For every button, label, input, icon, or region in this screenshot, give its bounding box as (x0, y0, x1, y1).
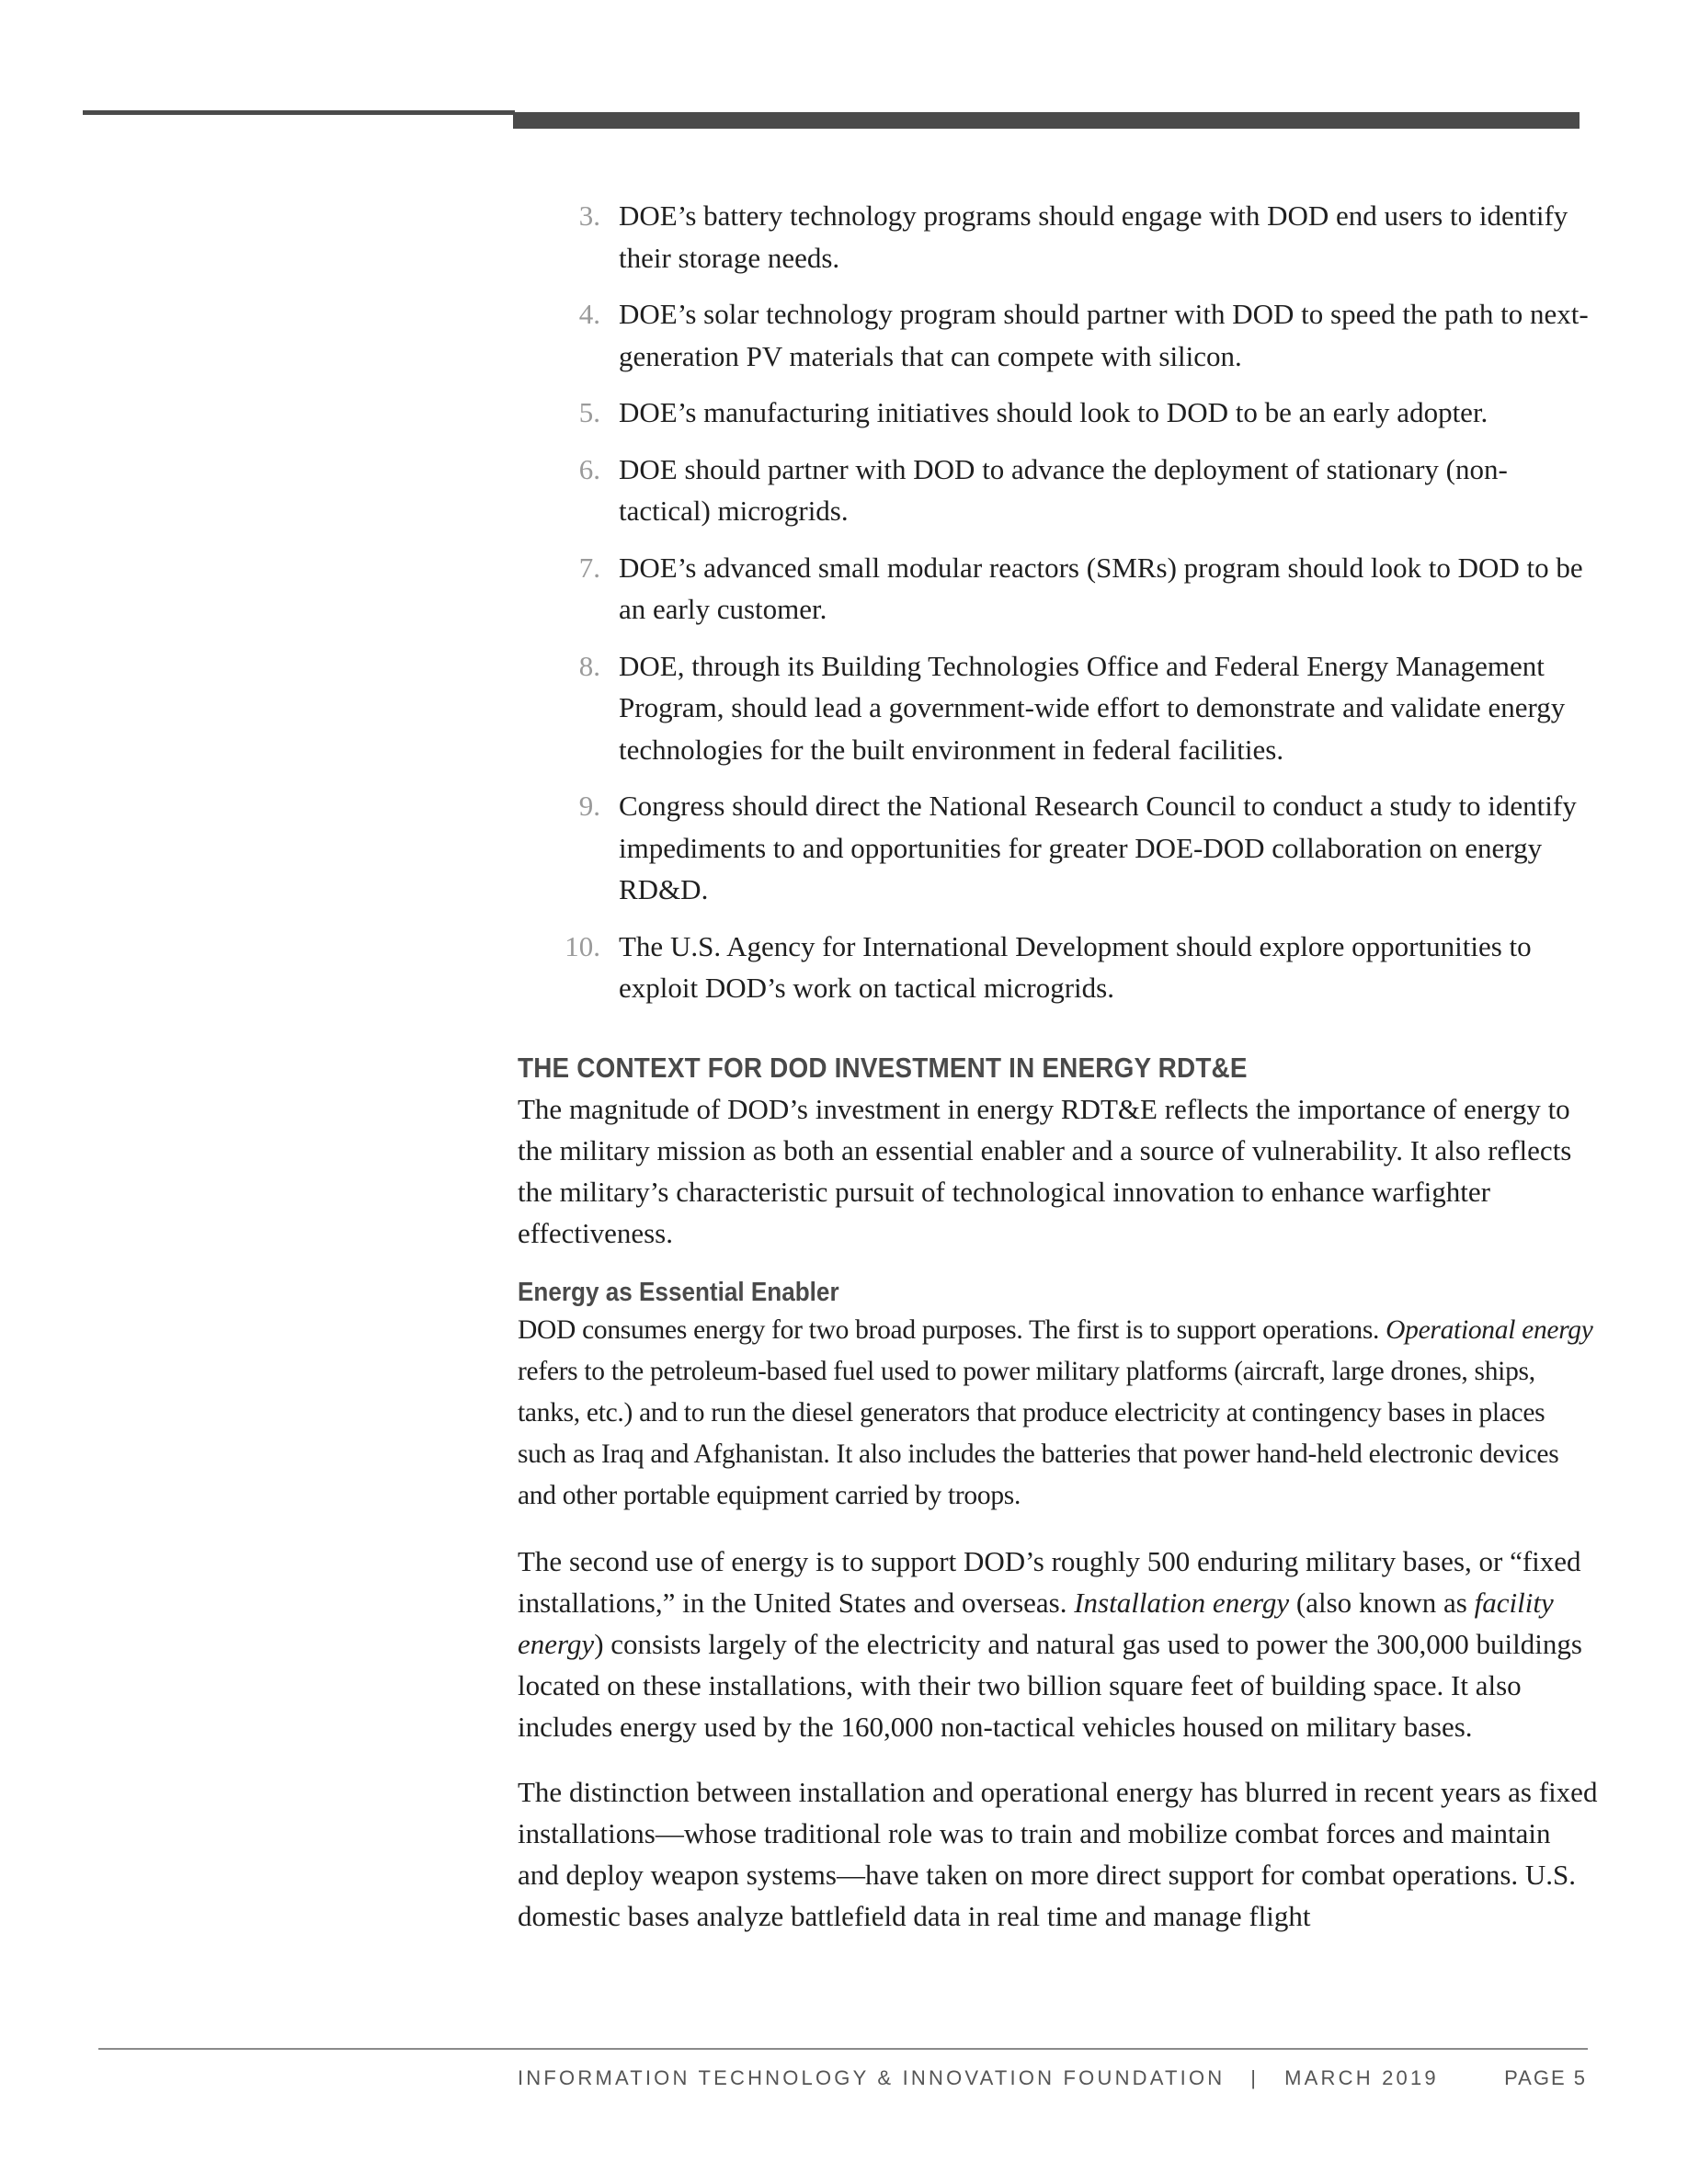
list-item-text: The U.S. Agency for International Development should explore opportunities to exploit DOD’s work on tactical microgrids. (619, 929, 1532, 1004)
list-item-number: 3. (578, 199, 600, 232)
paragraph-installation-energy (518, 1541, 1598, 1747)
list-item-text: DOE, through its Building Technologies Office and Federal Energy Management Program, should lead a government-wide effort to demonstrate and validate energy technologies for the built environment in federal facilities. (619, 649, 1566, 766)
page-content (518, 195, 1598, 1961)
list-item-number: 6. (578, 452, 600, 485)
list-item (518, 547, 1598, 631)
header-rule-thick (513, 112, 1580, 129)
list-item-number: 4. (578, 298, 600, 330)
list-item-number: 8. (578, 649, 600, 682)
list-item-text: DOE’s solar technology program should partner with DOD to speed the path to next-generation PV materials that can compete with silicon. (619, 298, 1589, 372)
footer-rule (98, 2048, 1588, 2050)
defined-term: Installation energy (1074, 1586, 1290, 1619)
footer-org-date: INFORMATION TECHNOLOGY & INNOVATION FOUNDATION | MARCH 2019 (518, 2066, 1439, 2089)
section-paragraph: The magnitude of DOD’s investment in energy RDT&E reflects the importance of energy to the military mission as both an essential enabler and a source of vulnerability. It also reflects the military’s characteristic pursuit of technological innovation to enhance warfighter effectiveness. (518, 1092, 1572, 1249)
list-item-number: 5. (578, 396, 600, 428)
paragraph-text: (also known as (1289, 1586, 1475, 1619)
list-item (518, 195, 1598, 279)
list-item-text: Congress should direct the National Research Council to conduct a study to identify impediments to and opportunities for greater DOE-DOD collaboration on energy RD&D. (619, 790, 1577, 905)
list-item-number: 10. (565, 929, 600, 962)
list-item-text: DOE’s advanced small modular reactors (SMRs) program should look to DOD to be an early customer. (619, 551, 1583, 625)
list-item-number: 7. (578, 551, 600, 584)
header-rule-thin (83, 110, 515, 115)
paragraph-text: The second use of energy is to support DOD’s roughly 500 enduring military bases, or “fixed installations,” in the United States and overseas. (518, 1544, 1581, 1619)
list-item-text: DOE’s manufacturing initiatives should look to DOD to be an early adopter. (619, 396, 1488, 428)
subsection-heading: Energy as Essential Enabler (518, 1277, 839, 1307)
list-item (518, 926, 1598, 1009)
page-footer (518, 2066, 1598, 2103)
defined-term: facility energy (518, 1586, 1554, 1660)
list-item (518, 293, 1598, 377)
list-item (518, 449, 1598, 532)
recommendations-list (518, 195, 1598, 1009)
list-item-text: DOE should partner with DOD to advance the deployment of stationary (non-tactical) microgrids. (619, 452, 1508, 527)
page-number: PAGE 5 (1504, 2066, 1587, 2089)
paragraph-text: ) consists largely of the electricity and natural gas used to power the 300,000 buildings located on these installations, with their two billion square feet of building space. It also includes energy used by the 160,000 non-tactical vehicles housed on military bases. (518, 1627, 1582, 1743)
list-item-number: 9. (578, 790, 600, 822)
defined-term: Operational energy (1386, 1314, 1593, 1345)
section-heading: THE CONTEXT FOR DOD INVESTMENT IN ENERGY RDT&E (518, 1051, 1248, 1084)
paragraph-text: DOD consumes energy for two broad purposes. The first is to support operations. (518, 1314, 1386, 1345)
list-item-text: DOE’s battery technology programs should engage with DOD end users to identify their storage needs. (619, 199, 1568, 274)
paragraph-text: refers to the petroleum-based fuel used to power military platforms (aircraft, large drones, ships, tanks, etc.) and to run the diesel generators that produce electricity at contingency bases in places such as Iraq and Afghanistan. It also includes the batteries that power hand-held electronic devices and other portable equipment carried by troops. (518, 1356, 1559, 1510)
paragraph-distinction: The distinction between installation and operational energy has blurred in recent years as fixed installations—whose traditional role was to train and mobilize combat forces and maintain and deploy weapon systems—have taken on more direct support for combat operations. U.S. domestic bases analyze battlefield data in real time and manage flight (518, 1775, 1598, 1932)
list-item (518, 785, 1598, 911)
paragraph-operational-energy (518, 1310, 1598, 1517)
list-item (518, 392, 1598, 434)
list-item (518, 645, 1598, 771)
